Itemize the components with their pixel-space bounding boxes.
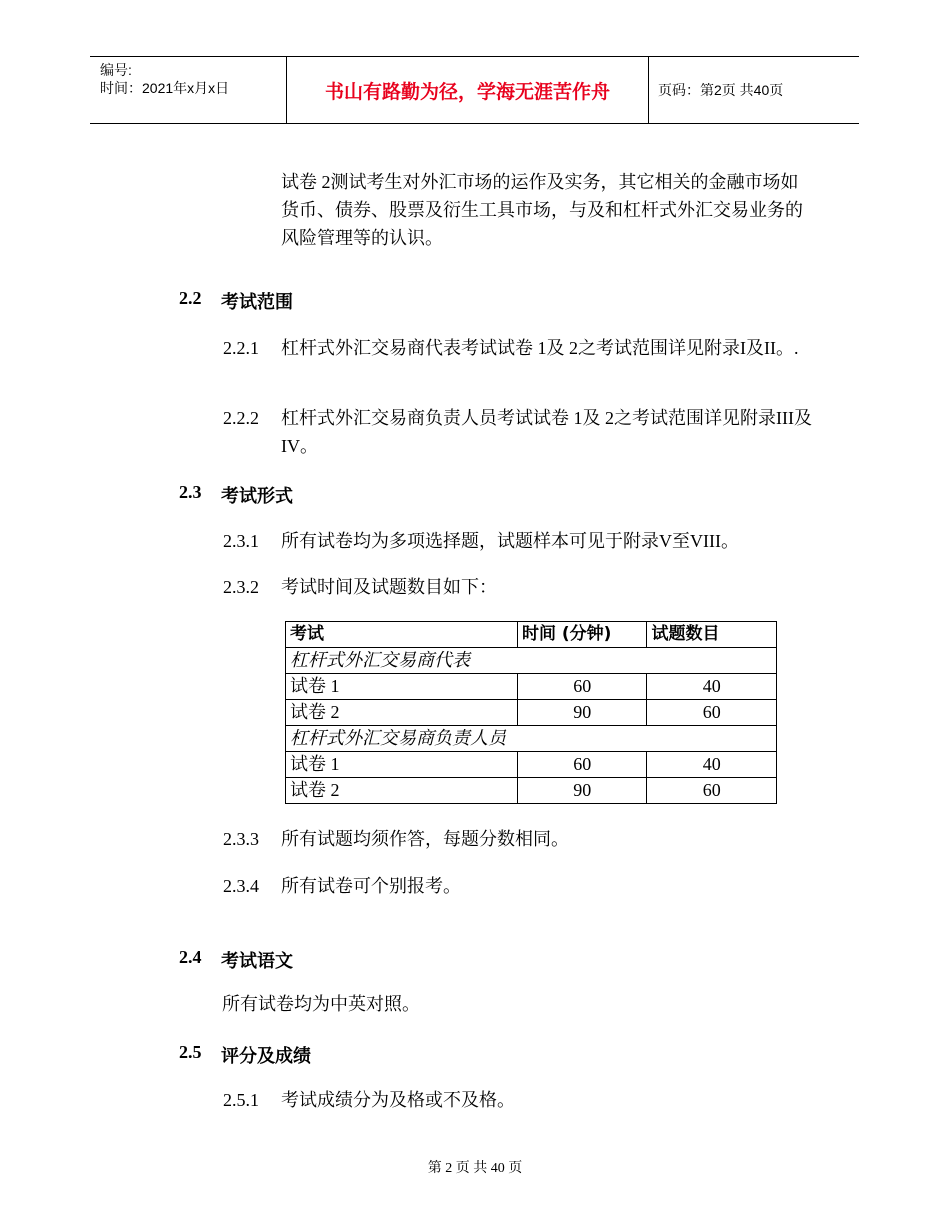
table-row [286, 752, 777, 778]
language-paragraph: 所有试卷均为中英对照。 [222, 994, 420, 1014]
item-number: 2.2.2 [223, 408, 259, 428]
table-header-row [286, 622, 777, 648]
group-title: 杠杆式外汇交易商代表 [286, 648, 777, 674]
item-text: 考试时间及试题数目如下： [281, 577, 497, 597]
item-number: 2.5.1 [223, 1090, 259, 1110]
item-text: 所有试卷均为多项选择题，试题样本可见于附录V至VIII。 [281, 531, 739, 551]
group-title: 杠杆式外汇交易商负责人员 [286, 726, 777, 752]
column-header: 考试 [286, 622, 518, 648]
section-number: 2.4 [179, 947, 202, 967]
section-number: 2.3 [179, 482, 202, 502]
questions-cell: 60 [647, 778, 777, 804]
table-group-row [286, 726, 777, 752]
paper-cell: 试卷 2 [286, 700, 518, 726]
header-motto: 书山有路勤为径，学海无涯苦作舟 [324, 80, 610, 103]
exam-table [285, 621, 777, 804]
header-page-label: 页码：第2页 共40页 [658, 82, 784, 98]
questions-cell: 40 [647, 674, 777, 700]
minutes-cell: 90 [517, 778, 647, 804]
item-text: 杠杆式外汇交易商代表考试试卷 1及 2之考试范围详见附录I及II。. [281, 338, 799, 358]
page-header [90, 56, 859, 124]
table-row [286, 674, 777, 700]
section-title: 考试范围 [221, 292, 293, 312]
item-number: 2.2.1 [223, 338, 259, 358]
item-number: 2.3.3 [223, 829, 259, 849]
section-number: 2.2 [179, 288, 202, 308]
header-number-label: 编号: [100, 62, 132, 78]
section-title: 评分及成绩 [221, 1046, 311, 1066]
item-text: 杠杆式外汇交易商负责人员考试试卷 1及 2之考试范围详见附录III及IV。 [281, 408, 812, 456]
minutes-cell: 60 [517, 674, 647, 700]
column-header: 时间 (分钟) [517, 622, 647, 648]
table-group-row [286, 648, 777, 674]
table-row [286, 700, 777, 726]
header-divider [648, 57, 649, 123]
item-number: 2.3.1 [223, 531, 259, 551]
item-text: 考试成绩分为及格或不及格。 [281, 1090, 515, 1110]
paper-cell: 试卷 2 [286, 778, 518, 804]
section-number: 2.5 [179, 1042, 202, 1062]
item-text: 所有试卷可个别报考。 [281, 876, 461, 896]
column-header: 试题数目 [647, 622, 777, 648]
questions-cell: 60 [647, 700, 777, 726]
intro-paragraph: 试卷 2测试考生对外汇市场的运作及实务，其它相关的金融市场如货币、债券、股票及衍生工具市场，与及和杠杆式外汇交易业务的风险管理等的认识。 [281, 172, 803, 248]
table-row [286, 778, 777, 804]
item-number: 2.3.2 [223, 577, 259, 597]
section-title: 考试语文 [221, 951, 293, 971]
item-number: 2.3.4 [223, 876, 259, 896]
header-time-label: 时间：2021年x月x日 [100, 80, 230, 96]
page-footer: 第 2 页 共 40 页 [427, 1161, 523, 1176]
minutes-cell: 60 [517, 752, 647, 778]
header-meta [100, 61, 229, 97]
section-title: 考试形式 [221, 486, 293, 506]
minutes-cell: 90 [517, 700, 647, 726]
paper-cell: 试卷 1 [286, 752, 518, 778]
paper-cell: 试卷 1 [286, 674, 518, 700]
questions-cell: 40 [647, 752, 777, 778]
item-text: 所有试题均须作答，每题分数相同。 [281, 829, 569, 849]
